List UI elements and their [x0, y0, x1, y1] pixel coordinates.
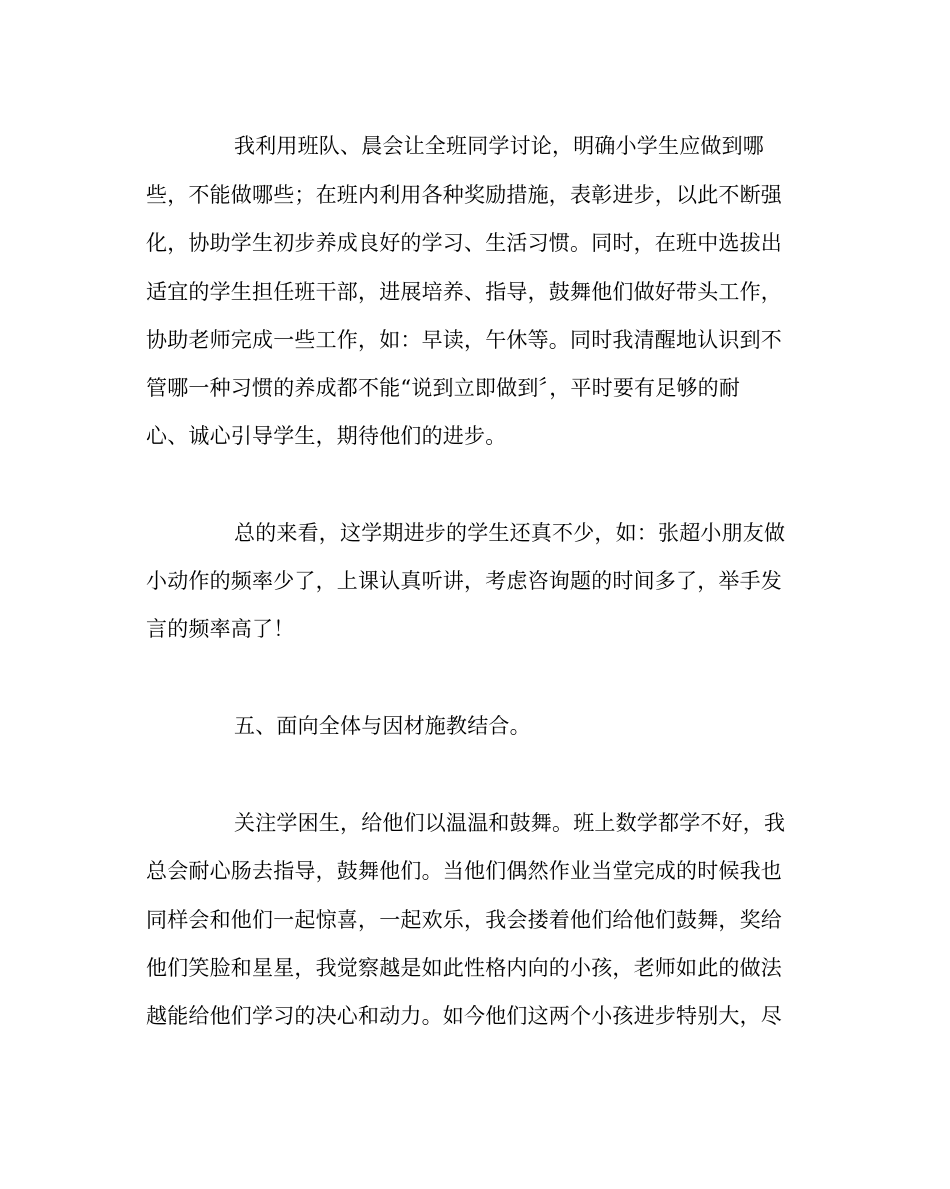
text-line: 我利用班队、晨会让全班同学讨论，明确小学生应做到哪: [234, 134, 764, 158]
heading-text: 五、面向全体与因材施教结合。: [234, 714, 531, 738]
text-line: 适宜的学生担任班干部，进展培养、指导，鼓舞他们做好带头工作，: [146, 280, 782, 304]
text-line: 关注学困生，给他们以温温和鼓舞。班上数学都学不好，我: [234, 811, 786, 835]
text-line: 些，不能做哪些；在班内利用各种奖励措施，表彰进步，以此不断强: [146, 183, 782, 207]
text-line: 越能给他们学习的决心和动力。如今他们这两个小孩进步特别大，尽: [146, 1004, 782, 1028]
text-line: 总会耐心肠去指导，鼓舞他们。当他们偶然作业当堂完成的时候我也: [146, 859, 782, 883]
text-line: 总的来看，这学期进步的学生还真不少，如：张超小朋友做: [234, 521, 786, 545]
text-line: 协助老师完成一些工作，如：早读，午休等。同时我清醒地认识到不: [146, 328, 782, 352]
text-line: 同样会和他们一起惊喜，一起欢乐，我会搂着他们给他们鼓舞，奖给: [146, 908, 782, 932]
text-line: 小动作的频率少了，上课认真听讲，考虑咨询题的时间多了，举手发: [146, 569, 782, 593]
text-line: 管哪一种习惯的养成都不能“说到立即做到〞，平时要有足够的耐: [146, 376, 741, 400]
text-line: 言的频率高了！: [146, 617, 295, 641]
text-line: 化，协助学生初步养成良好的学习、生活习惯。同时，在班中选拔出: [146, 231, 782, 255]
text-line: 心、诚心引导学生，期待他们的进步。: [146, 424, 507, 448]
text-line: 他们笑脸和星星，我觉察越是如此性格内向的小孩，老师如此的做法: [146, 956, 782, 980]
